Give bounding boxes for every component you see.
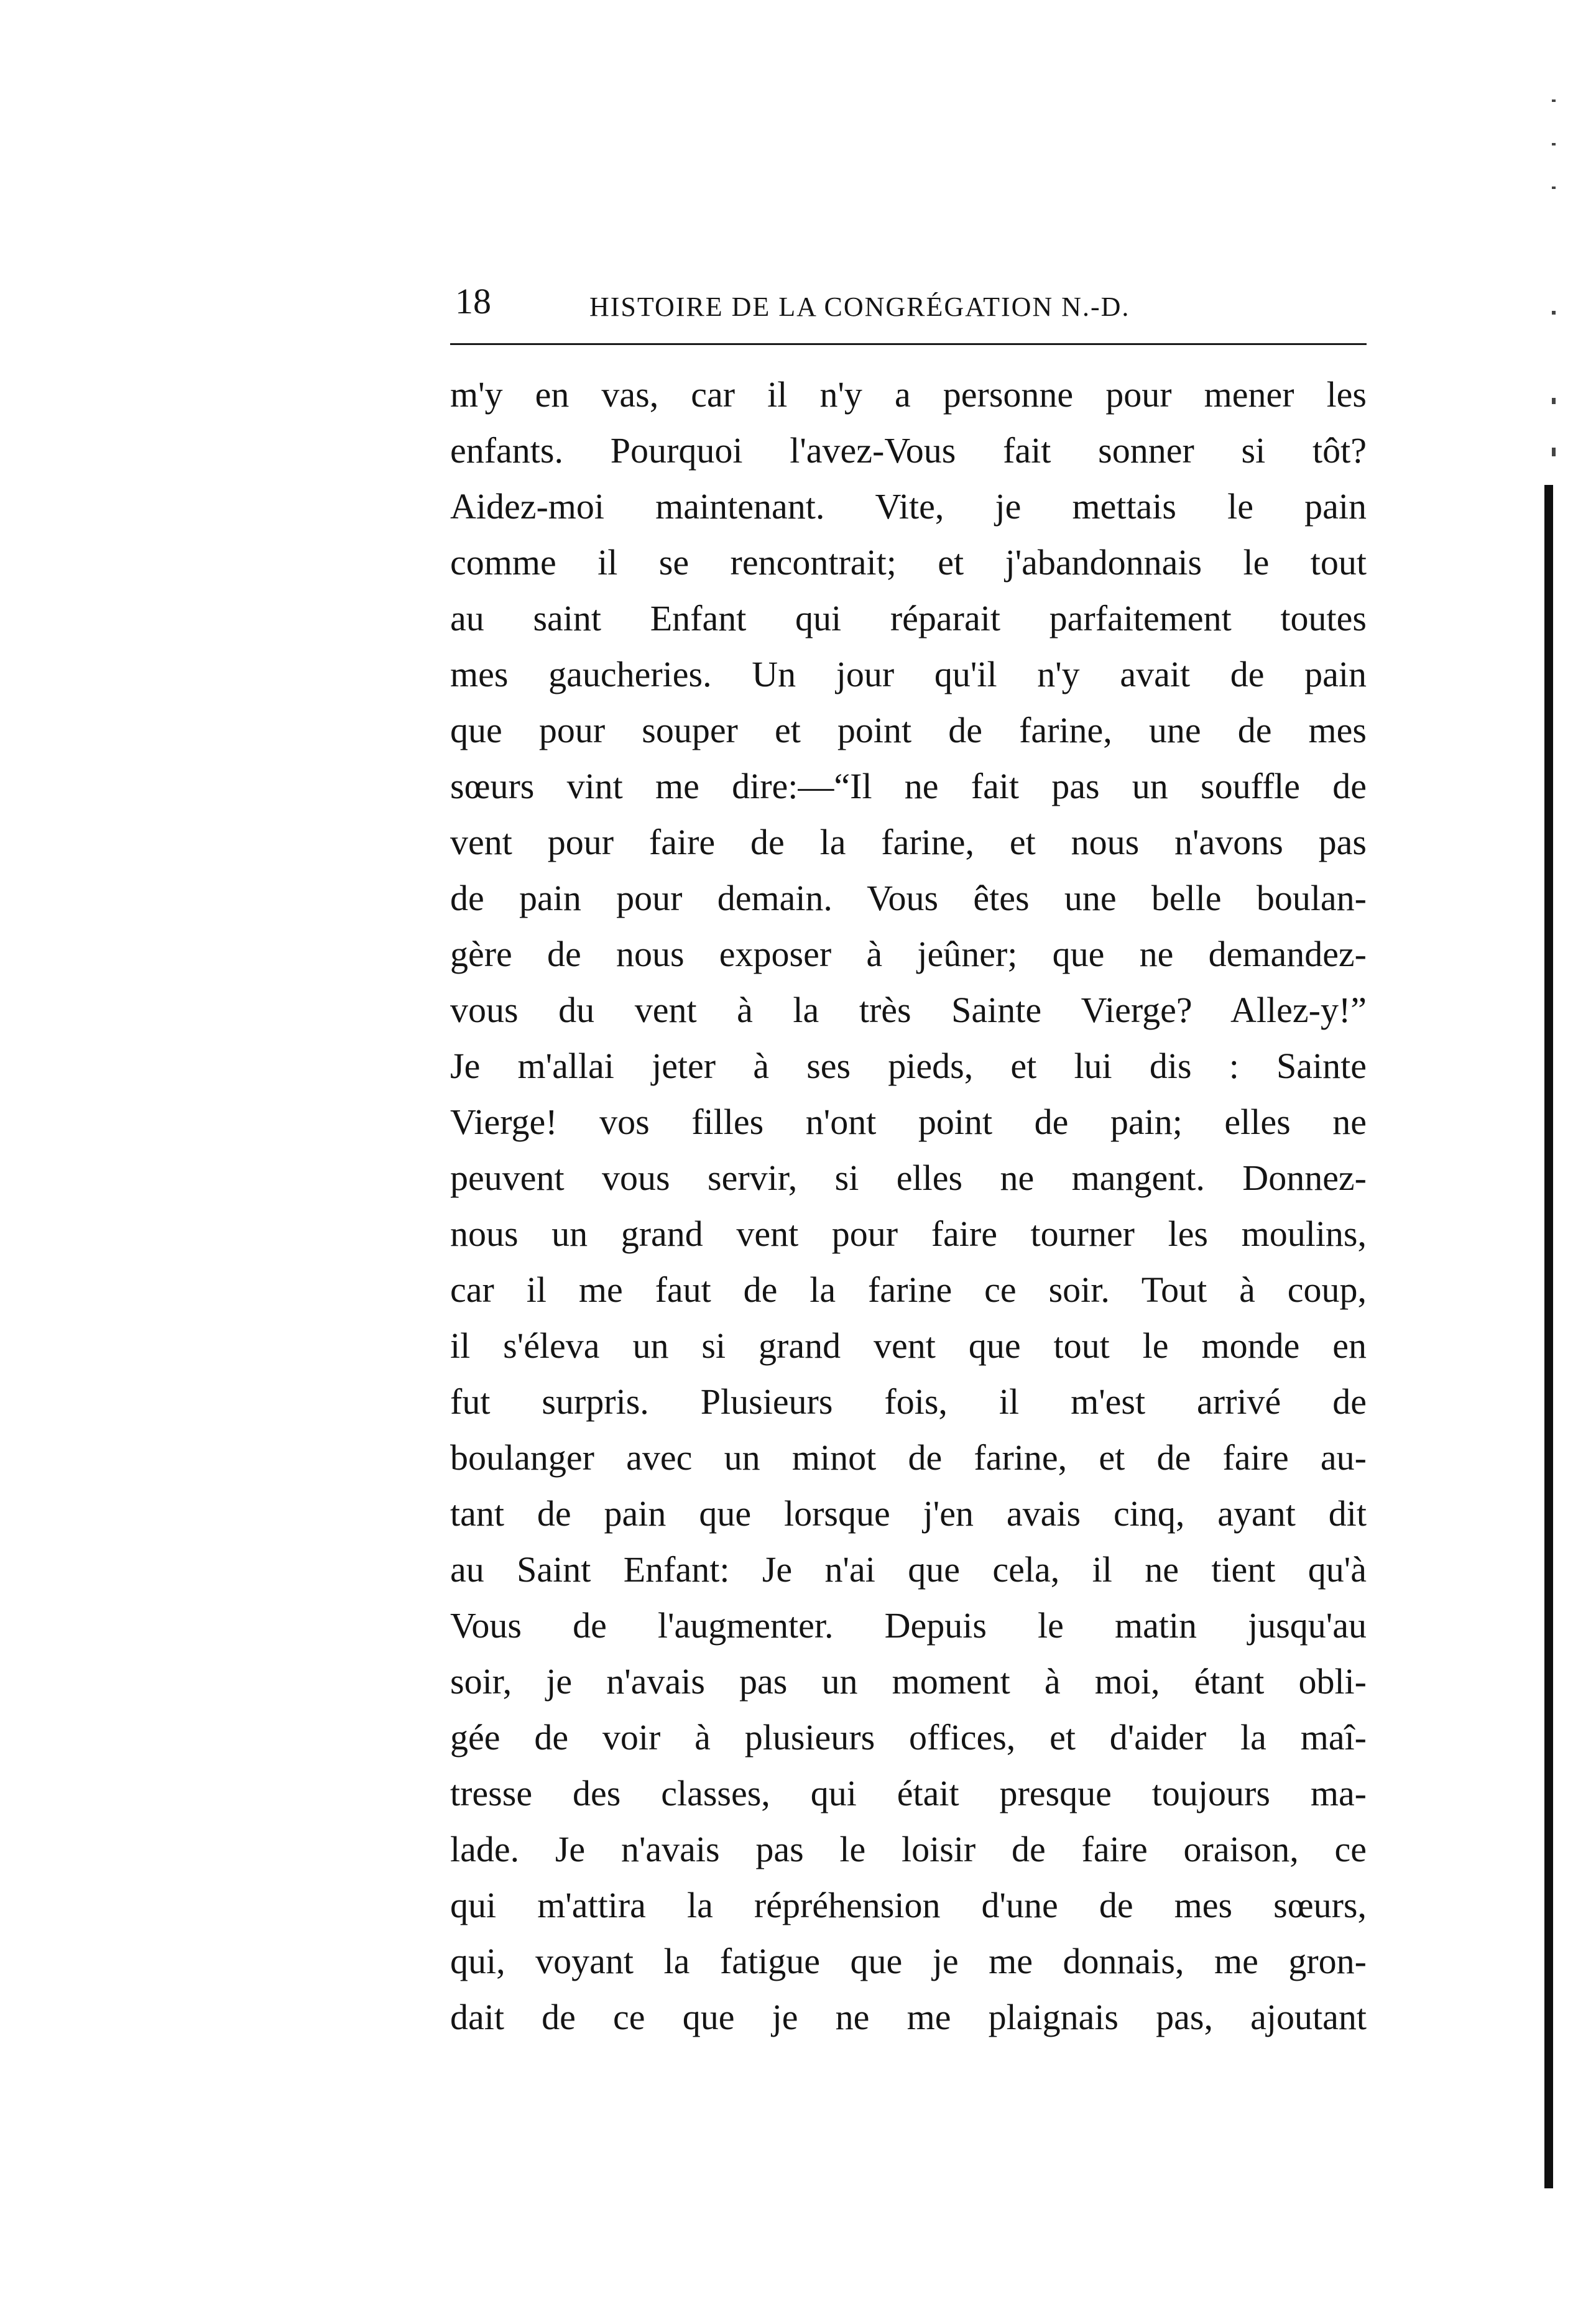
text-line: qui, voyant la fatigue que je me donnais, me gron- bbox=[450, 1941, 1367, 1981]
text-line: que pour souper et point de farine, une de mes bbox=[450, 710, 1367, 750]
page-header bbox=[450, 274, 1367, 336]
header-rule bbox=[450, 343, 1367, 345]
text-line: lade. Je n'avais pas le loisir de faire oraison, ce bbox=[450, 1829, 1367, 1869]
text-line: tant de pain que lorsque j'en avais cinq, ayant dit bbox=[450, 1493, 1367, 1534]
text-line: comme il se rencontrait; et j'abandonnais le tout bbox=[450, 542, 1367, 583]
text-line: m'y en vas, car il n'y a personne pour mener les bbox=[450, 374, 1367, 415]
text-line: il s'éleva un si grand vent que tout le monde en bbox=[450, 1325, 1367, 1366]
page-edge-specks bbox=[1552, 99, 1556, 102]
text-line: gère de nous exposer à jeûner; que ne demandez- bbox=[450, 934, 1367, 974]
text-line: fut surpris. Plusieurs fois, il m'est arrivé de bbox=[450, 1381, 1367, 1422]
text-line: dait de ce que je ne me plaignais pas, ajoutant bbox=[450, 1997, 1367, 2037]
text-line: Vous de l'augmenter. Depuis le matin jusqu'au bbox=[450, 1605, 1367, 1646]
text-line: soir, je n'avais pas un moment à moi, étant obli- bbox=[450, 1661, 1367, 1702]
text-line: mes gaucheries. Un jour qu'il n'y avait de pain bbox=[450, 654, 1367, 694]
text-line: qui m'attira la répréhension d'une de mes sœurs, bbox=[450, 1885, 1367, 1925]
text-line: peuvent vous servir, si elles ne mangent. Donnez- bbox=[450, 1158, 1367, 1198]
body-text bbox=[450, 367, 1367, 2045]
text-line: gée de voir à plusieurs offices, et d'aider la maî- bbox=[450, 1717, 1367, 1758]
text-line: sœurs vint me dire:—“Il ne fait pas un souffle de bbox=[450, 766, 1367, 806]
text-line: vent pour faire de la farine, et nous n'avons pas bbox=[450, 822, 1367, 862]
text-line: tresse des classes, qui était presque toujours ma- bbox=[450, 1773, 1367, 1813]
page-edge-specks bbox=[1552, 398, 1556, 404]
text-line: enfants. Pourquoi l'avez-Vous fait sonner si tôt? bbox=[450, 430, 1367, 471]
text-line: Vierge! vos filles n'ont point de pain; elles ne bbox=[450, 1102, 1367, 1142]
page-edge-specks bbox=[1552, 143, 1556, 145]
text-line: Je m'allai jeter à ses pieds, et lui dis : Sainte bbox=[450, 1046, 1367, 1086]
text-line: boulanger avec un minot de farine, et de faire au- bbox=[450, 1437, 1367, 1478]
text-line: vous du vent à la très Sainte Vierge? Allez-y!” bbox=[450, 990, 1367, 1030]
page-number: 18 bbox=[455, 281, 491, 321]
page-edge-specks bbox=[1552, 187, 1556, 189]
page-edge-shadow bbox=[1544, 485, 1553, 2188]
text-line: de pain pour demain. Vous êtes une belle boulan- bbox=[450, 878, 1367, 918]
text-line: nous un grand vent pour faire tourner les moulins, bbox=[450, 1214, 1367, 1254]
page-edge-specks bbox=[1552, 311, 1556, 315]
text-line: au saint Enfant qui réparait parfaitement toutes bbox=[450, 598, 1367, 638]
running-head: HISTOIRE DE LA CONGRÉGATION N.-D. bbox=[589, 292, 1130, 322]
text-line: Aidez-moi maintenant. Vite, je mettais le pain bbox=[450, 486, 1367, 527]
text-line: au Saint Enfant: Je n'ai que cela, il ne tient qu'à bbox=[450, 1549, 1367, 1590]
text-line: car il me faut de la farine ce soir. Tout à coup, bbox=[450, 1269, 1367, 1310]
page-edge-specks bbox=[1552, 448, 1556, 456]
